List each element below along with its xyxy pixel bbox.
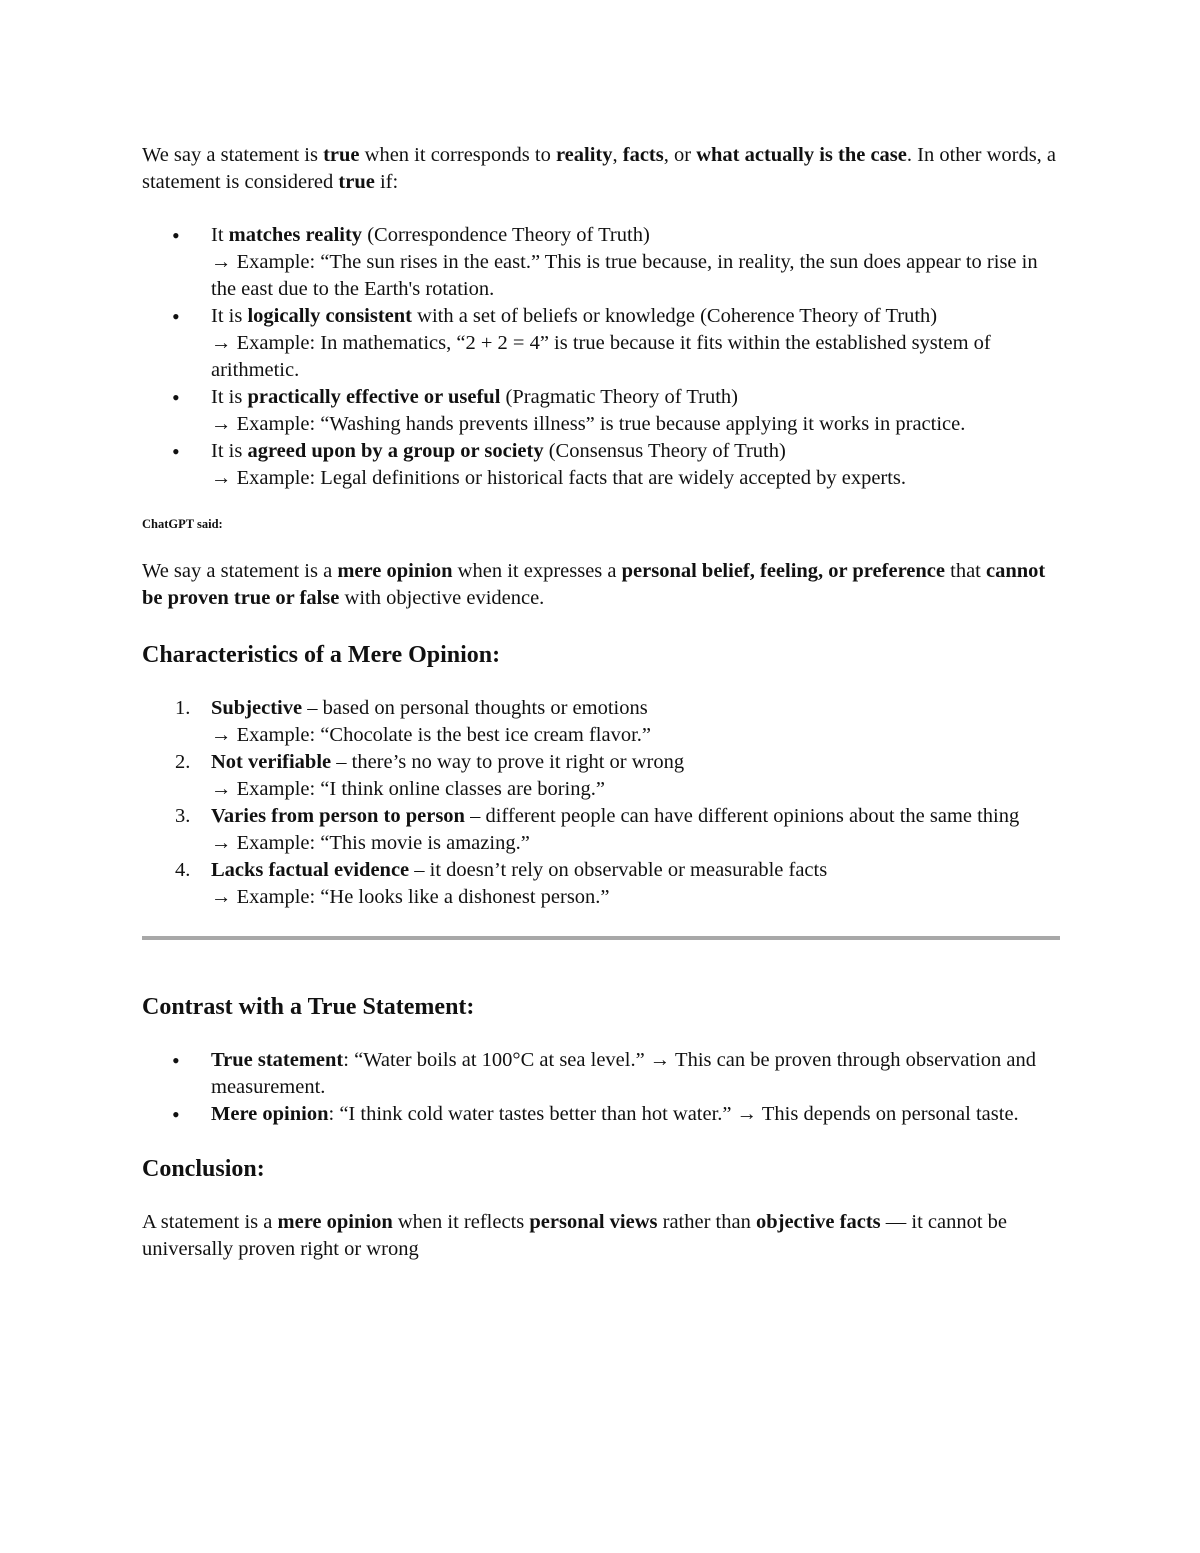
item-example: → Example: In mathematics, “2 + 2 = 4” is true because it fits within the established system of arithmetic. — [211, 332, 991, 381]
item-text: (Pragmatic Theory of Truth) — [500, 386, 739, 408]
conclusion-bold: personal views — [529, 1211, 658, 1233]
item-example: → Example: “He looks like a dishonest person.” — [211, 886, 610, 908]
conclusion-text: — it cannot be universally proven right or wrong — [142, 1211, 1008, 1260]
list-number: 2. — [175, 751, 191, 773]
item-example: → Example: “This movie is amazing.” — [211, 832, 530, 854]
intro-bold: true — [338, 171, 375, 193]
item-bold: Not verifiable — [211, 751, 332, 773]
conclusion-text: rather than — [657, 1211, 756, 1233]
item-bold: Lacks factual evidence — [211, 859, 410, 881]
chatgpt-label: ChatGPT said: — [142, 517, 223, 531]
item-example: → Example: “Chocolate is the best ice cream flavor.” — [211, 724, 652, 746]
opinion-text: with objective evidence. — [339, 587, 545, 609]
item-example: → Example: Legal definitions or historical facts that are widely accepted by experts. — [211, 467, 907, 489]
list-item — [142, 857, 1060, 911]
list-number: 3. — [175, 805, 191, 827]
horizontal-divider — [142, 936, 1060, 940]
intro-text: if: — [374, 171, 399, 193]
list-item — [142, 222, 1060, 303]
contrast-list — [142, 1047, 1060, 1128]
item-example: → Example: “I think online classes are boring.” — [211, 778, 605, 800]
conclusion-heading: Conclusion: — [142, 1156, 265, 1182]
opinion-text: when it expresses a — [452, 560, 622, 582]
intro-text: when it corresponds to — [359, 144, 556, 166]
list-item — [142, 695, 1060, 749]
intro-bold: facts — [622, 144, 664, 166]
item-text: It is — [211, 440, 248, 462]
item-text: : “Water boils at 100°C at sea level.” → This can be proven through observation and measurement. — [211, 1049, 1036, 1098]
item-text: – it doesn’t rely on observable or measurable facts — [409, 859, 828, 881]
opinion-bold: cannot be proven true or false — [142, 560, 1046, 609]
opinion-text: We say a statement is a — [142, 560, 338, 582]
item-text: with a set of beliefs or knowledge (Coherence Theory of Truth) — [412, 305, 938, 327]
list-item — [142, 303, 1060, 384]
item-bold: Varies from person to person — [211, 805, 465, 827]
item-text: – different people can have different opinions about the same thing — [464, 805, 1020, 827]
item-text: – there’s no way to prove it right or wrong — [331, 751, 685, 773]
intro-text: We say a statement is — [142, 144, 324, 166]
characteristics-heading: Characteristics of a Mere Opinion: — [142, 642, 501, 668]
intro-text: , — [612, 144, 623, 166]
list-item — [142, 1101, 1060, 1128]
item-text: It is — [211, 305, 248, 327]
intro-paragraph — [142, 142, 1060, 196]
list-item — [142, 803, 1060, 857]
conclusion-bold: objective facts — [755, 1211, 881, 1233]
item-bold: agreed upon by a group or society — [247, 440, 544, 462]
item-text: (Consensus Theory of Truth) — [543, 440, 786, 462]
conclusion-text: A statement is a — [142, 1211, 278, 1233]
intro-bold: reality — [555, 144, 613, 166]
item-bold: matches reality — [228, 224, 363, 246]
item-text: – based on personal thoughts or emotions — [302, 697, 648, 719]
list-number: 4. — [175, 859, 191, 881]
item-bold: Subjective — [211, 697, 303, 719]
characteristics-list — [142, 695, 1060, 911]
list-item — [142, 749, 1060, 803]
item-bold: True statement — [211, 1049, 344, 1071]
intro-bold: what actually is the case — [696, 144, 907, 166]
conclusion-paragraph — [142, 1209, 1060, 1263]
truth-theories-list — [142, 222, 1060, 492]
item-bold: practically effective or useful — [247, 386, 501, 408]
intro-text: , or — [663, 144, 697, 166]
conclusion-text: when it reflects — [392, 1211, 530, 1233]
item-text: It is — [211, 386, 248, 408]
list-item — [142, 384, 1060, 438]
opinion-bold: mere opinion — [337, 560, 453, 582]
opinion-text: that — [945, 560, 986, 582]
intro-text: . In other words, a statement is considered — [142, 144, 1057, 193]
list-item — [142, 1047, 1060, 1101]
document-body — [142, 142, 1060, 1263]
opinion-paragraph — [142, 558, 1060, 612]
conclusion-bold: mere opinion — [277, 1211, 393, 1233]
opinion-bold: personal belief, feeling, or preference — [621, 560, 945, 582]
item-example: → Example: “Washing hands prevents illness” is true because applying it works in practice. — [211, 413, 966, 435]
list-item — [142, 438, 1060, 492]
item-example: → Example: “The sun rises in the east.” This is true because, in reality, the sun does appear to rise in the east due to the Earth's rotation. — [211, 251, 1038, 300]
item-bold: logically consistent — [247, 305, 413, 327]
item-text: (Correspondence Theory of Truth) — [362, 224, 650, 246]
intro-bold: true — [323, 144, 360, 166]
contrast-heading: Contrast with a True Statement: — [142, 994, 475, 1020]
item-text: : “I think cold water tastes better than hot water.” → This depends on personal taste. — [328, 1103, 1019, 1125]
list-number: 1. — [175, 697, 191, 719]
item-text: It — [211, 224, 229, 246]
item-bold: Mere opinion — [211, 1103, 329, 1125]
